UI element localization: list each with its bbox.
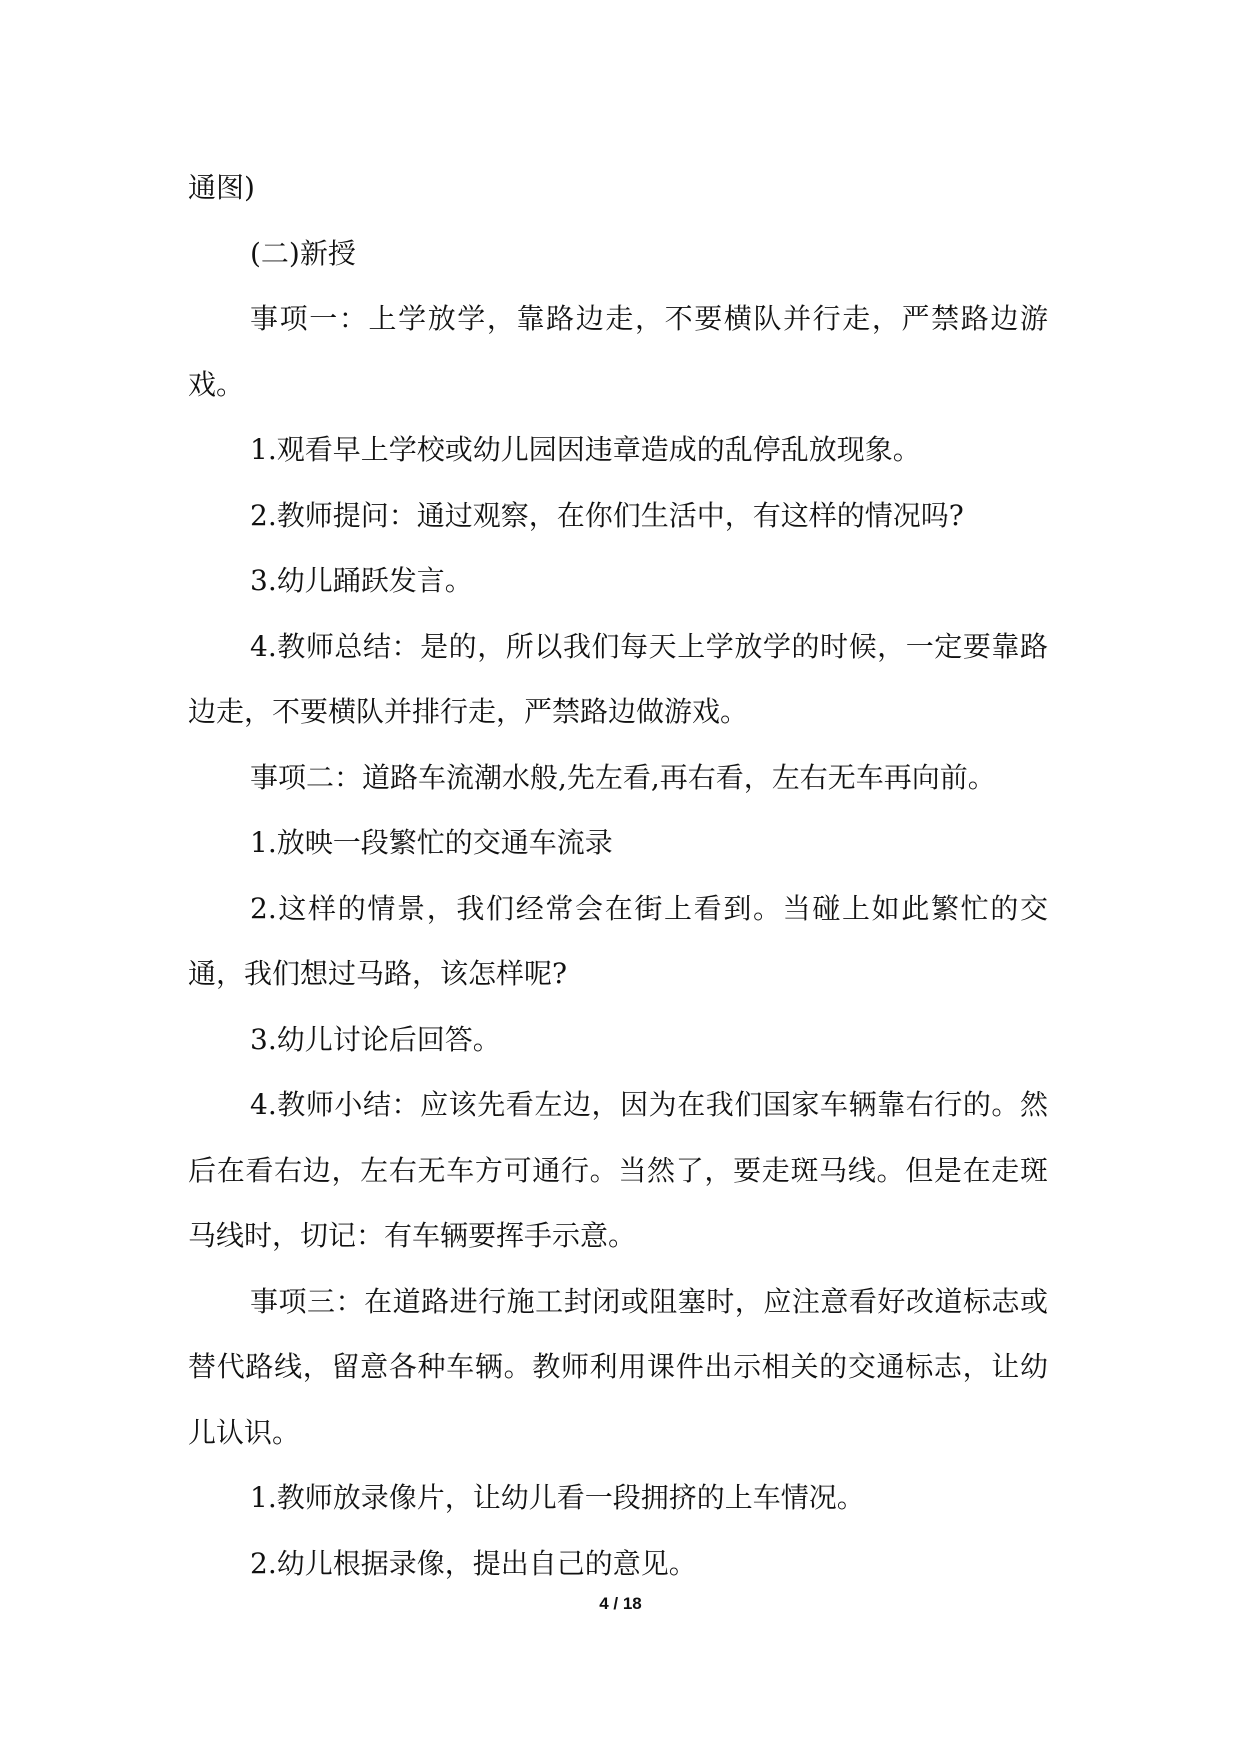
item-one-step-4: 4.教师总结：是的，所以我们每天上学放学的时候，一定要靠路边走，不要横队并排行走，严禁路边做游戏。 <box>188 629 1048 728</box>
section-heading-new-lesson: (二)新授 <box>250 236 356 270</box>
item-two-heading: 事项二：道路车流潮水般,先左看,再右看，左右无车再向前。 <box>250 760 996 794</box>
item-one-step-3: 3.幼儿踊跃发言。 <box>250 564 473 597</box>
page-number: 4 / 18 <box>599 1594 642 1613</box>
item-one-heading: 事项一：上学放学，靠路边走，不要横队并行走，严禁路边游戏。 <box>188 302 1048 401</box>
item-three-step-2: 2.幼儿根据录像，提出自己的意见。 <box>250 1546 697 1580</box>
item-two-step-1: 1.放映一段繁忙的交通车流录 <box>250 826 613 859</box>
document-body <box>188 155 1048 1596</box>
item-two-step-2: 2.这样的情景，我们经常会在街上看到。当碰上如此繁忙的交通，我们想过马路，该怎样呢? <box>188 891 1048 990</box>
item-two-step-4: 4.教师小结：应该先看左边，因为在我们国家车辆靠右行的。然后在看右边，左右无车方可通行。当然了，要走斑马线。但是在走斑马线时，切记：有车辆要挥手示意。 <box>188 1088 1048 1252</box>
item-one-step-2: 2.教师提问：通过观察，在你们生活中，有这样的情况吗? <box>250 498 964 532</box>
item-two-step-3: 3.幼儿讨论后回答。 <box>250 1022 501 1056</box>
item-three-step-1: 1.教师放录像片，让幼儿看一段拥挤的上车情况。 <box>250 1481 865 1514</box>
paragraph-continuation: 通图) <box>188 171 255 204</box>
item-three-heading: 事项三：在道路进行施工封闭或阻塞时，应注意看好改道标志或替代路线，留意各种车辆。教师利用课件出示相关的交通标志，让幼儿认识。 <box>188 1284 1048 1449</box>
item-one-step-1: 1.观看早上学校或幼儿园因违章造成的乱停乱放现象。 <box>250 433 921 466</box>
